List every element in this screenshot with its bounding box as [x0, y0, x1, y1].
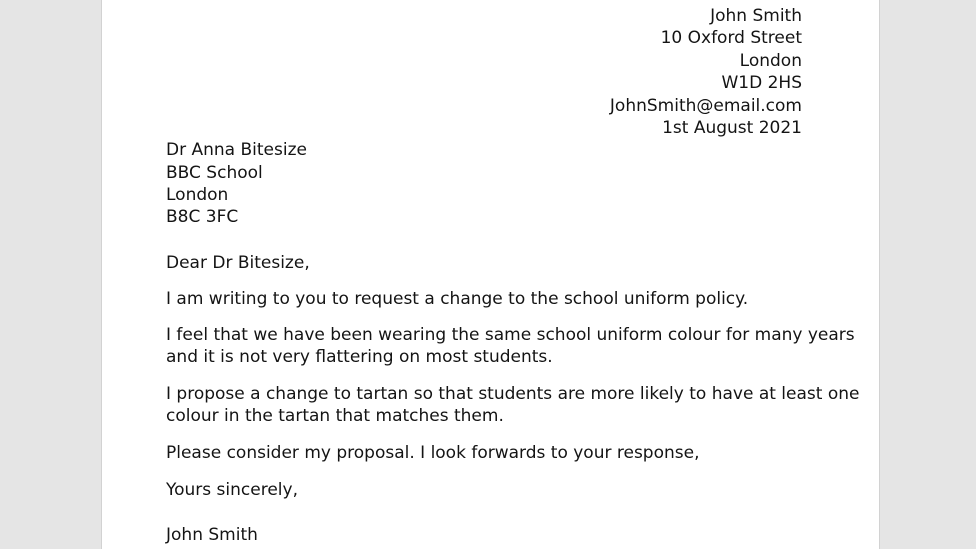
sender-email: JohnSmith@email.com	[609, 96, 802, 116]
paragraph-3-line-2: colour in the tartan that matches them.	[166, 406, 504, 426]
signature-name: John Smith	[166, 525, 258, 545]
recipient-city: London	[166, 185, 229, 205]
paragraph-1: I am writing to you to request a change to the school uniform policy.	[166, 289, 749, 309]
paragraph-2-line-2: and it is not very flattering on most students.	[166, 347, 553, 367]
recipient-postcode: B8C 3FC	[166, 207, 239, 227]
paragraph-3-line-1: I propose a change to tartan so that students are more likely to have at least one	[166, 384, 860, 404]
closing: Yours sincerely,	[166, 480, 298, 500]
sender-name: John Smith	[710, 6, 802, 26]
sender-city: London	[739, 51, 802, 71]
salutation: Dear Dr Bitesize,	[166, 253, 310, 273]
paragraph-2-line-1: I feel that we have been wearing the same school uniform colour for many years	[166, 325, 855, 345]
recipient-organisation: BBC School	[166, 163, 263, 183]
sender-postcode: W1D 2HS	[721, 73, 802, 93]
sender-street: 10 Oxford Street	[660, 28, 802, 48]
letter-date: 1st August 2021	[662, 118, 802, 138]
recipient-name: Dr Anna Bitesize	[166, 140, 307, 160]
letter-page	[101, 0, 880, 549]
paragraph-4: Please consider my proposal. I look forwards to your response,	[166, 443, 700, 463]
